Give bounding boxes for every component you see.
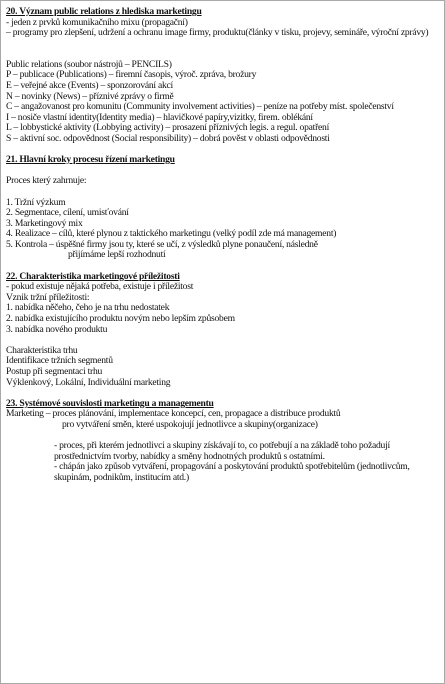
section-21-heading: 21. Hlavní kroky procesu řízení marketingu xyxy=(6,154,175,166)
pencils-item: P – publicace (Publications) – firemní časopis, výroč. zpráva, brožury xyxy=(6,69,257,81)
marketing-definition: Marketing – proces plánování, implementace koncepcí, cen, propagace a distribuce produktů xyxy=(6,408,341,420)
process-step: 3. Marketingový mix xyxy=(6,217,83,229)
pencils-item: S – aktivní soc. odpovědnost (Social responsibility) – dobrá pověst v oblasti odpovědnosti xyxy=(6,132,330,144)
process-step: 1. Tržní výzkum xyxy=(6,196,66,208)
process-intro: Proces který zahrnuje: xyxy=(6,175,87,187)
opportunity-item: 3. nabídka nového produktu xyxy=(6,323,108,335)
pencils-item: I – nosiče vlastní identity(Identity media) – hlavičkové papíry,vizitky, firem. oblékání xyxy=(6,111,313,123)
section-20-line: - jeden z prvků komunikačního mixu (propagační) xyxy=(6,16,188,28)
pencils-item: N – novinky (News) – příznivé zprávy o firmě xyxy=(6,90,174,102)
characteristic-line: Výklenkový, Lokální, Individuální marketing xyxy=(6,376,171,388)
pencils-item: C – angažovanost pro komunitu (Community involvement activities) – peníze na potřeby míst. společenství xyxy=(6,101,394,113)
characteristic-line: Identifikace tržních segmentů xyxy=(6,355,113,367)
characteristic-line: Postup při segmentaci trhu xyxy=(6,366,103,377)
marketing-definition-continuation: pro vytváření směn, které uspokojují jednotlivce a skupiny(organizace) xyxy=(62,418,318,430)
section-22-line: - pokud existuje nějaká potřeba, existuje i příležitost xyxy=(6,281,194,293)
section-20-line: – programy pro zlepšení, udržení a ochranu image firmy, produktu(články v tisku, projevy, semináře, výroční zprávy) xyxy=(6,27,429,39)
section-20-heading: 20. Význam public relations z hlediska marketingu xyxy=(6,6,202,17)
section-23-heading: 23. Systémové souvislosti marketingu a managementu xyxy=(6,397,214,409)
opportunity-item: 1. nabídka něčeho, čeho je na trhu nedostatek xyxy=(6,302,170,314)
pencils-item: E – veřejné akce (Events) – sponzorování akcí xyxy=(6,79,173,91)
process-step-continuation: přijímáme lepší rozhodnutí xyxy=(68,249,166,261)
marketing-paragraph: - proces, při kterém jednotlivci a skupiny získávají to, co potřebují a na základě toho požadují prostřednictvím tvorby, nabídky a směny hodnotných produktů s ostatními. xyxy=(54,440,390,462)
pencils-item: L – lobbystické aktivity (Lobbying activity) – prosazení příznivých legis. a regul. opatření xyxy=(6,122,329,134)
opportunity-item: 2. nabídka existujícího produktu novým nebo lepším způsobem xyxy=(6,313,235,325)
process-step: 5. Kontrola – úspěšné firmy jsou ty, které se učí, z výsledků plyne ponaučení, následně xyxy=(6,238,318,250)
section-22-line: Vznik tržní příležitosti: xyxy=(6,291,90,303)
characteristic-line: Charakteristika trhu xyxy=(6,344,78,356)
process-step: 4. Realizace – cílů, které plynou z taktického marketingu (velký podíl zde má management) xyxy=(6,228,337,240)
section-22-heading: 22. Charakteristika marketingové příležitosti xyxy=(6,270,180,282)
pencils-intro: Public relations (soubor nástrojů – PENCILS) xyxy=(6,58,172,70)
marketing-paragraph: - chápán jako způsob vytváření, propagování a poskytování produktů spotřebitelům (jednotlivcům, skupinám, podnikům, institucím atd.) xyxy=(54,461,410,483)
process-step: 2. Segmentace, cílení, umisťování xyxy=(6,207,129,219)
